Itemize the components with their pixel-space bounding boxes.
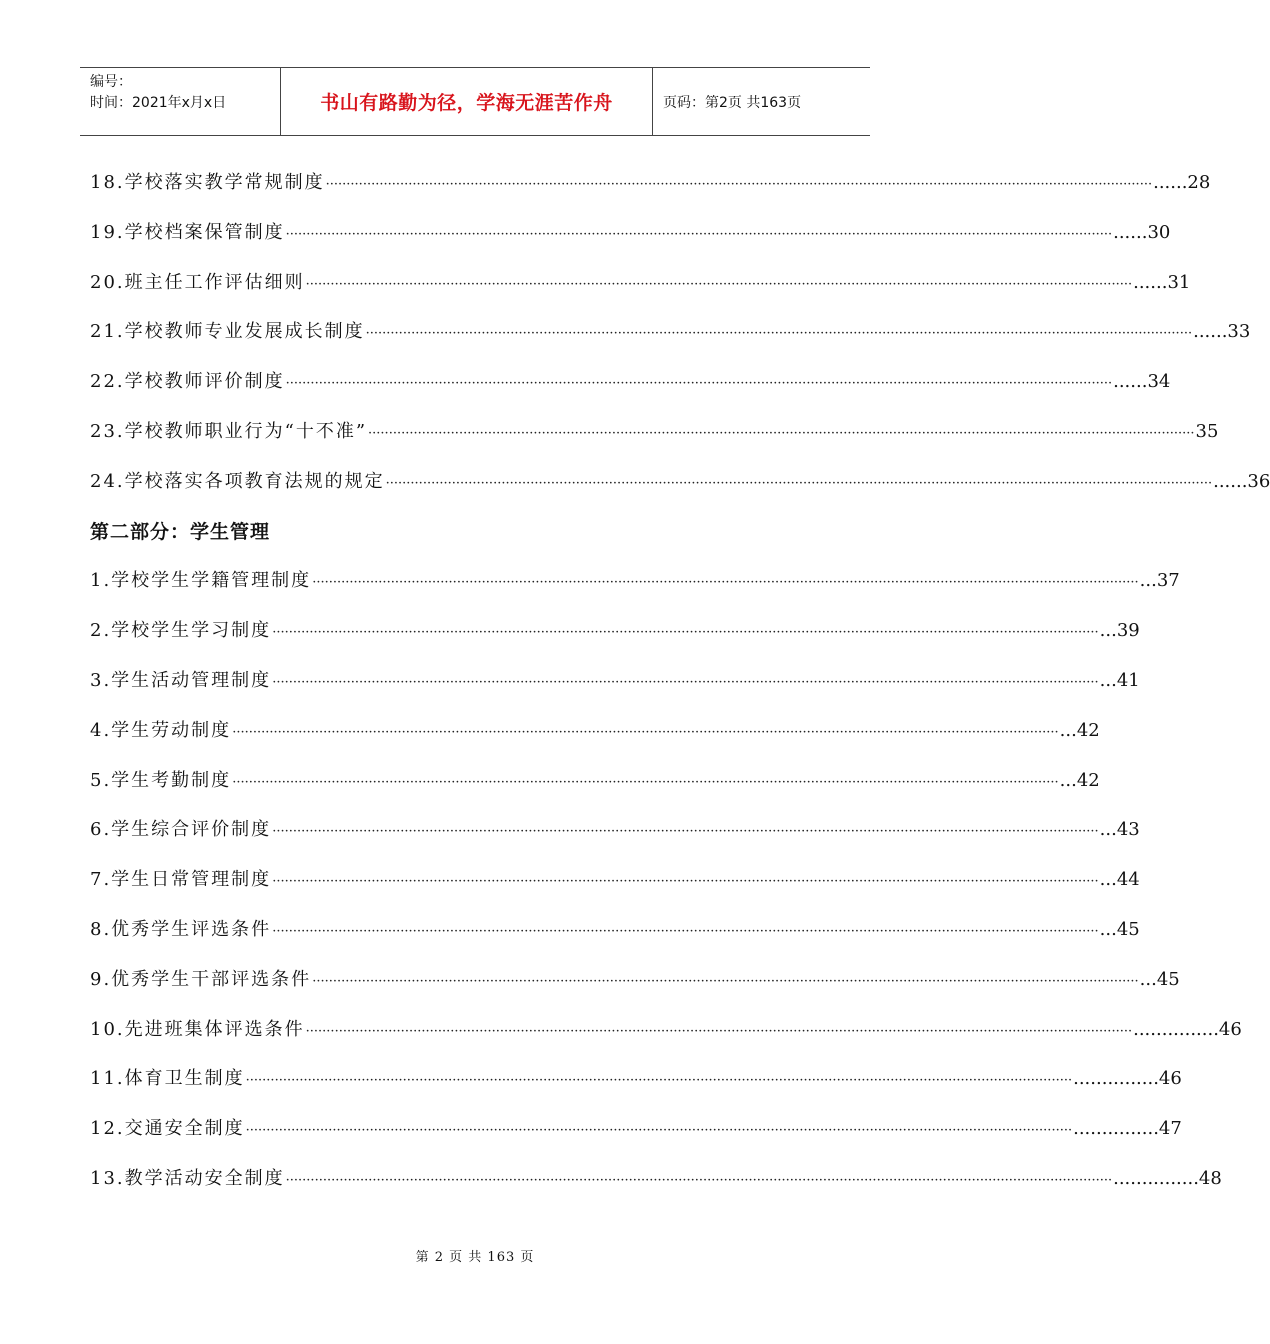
toc-entry[interactable] bbox=[90, 417, 1219, 467]
toc-entry-page: ...42 bbox=[1059, 719, 1100, 741]
toc-entry[interactable] bbox=[90, 566, 1180, 616]
toc-dot-leader: ········································································································································································································ bbox=[325, 177, 1153, 192]
toc-dot-leader: ········································································································································································································ bbox=[272, 824, 1099, 840]
toc-entry-page: ...............47 bbox=[1073, 1118, 1182, 1140]
toc-entry[interactable] bbox=[90, 616, 1140, 666]
toc-entry[interactable] bbox=[90, 965, 1180, 1015]
toc-dot-leader: ········································································································································································································ bbox=[272, 923, 1099, 939]
toc-entry-title: 5.学生考勤制度 bbox=[90, 769, 232, 791]
toc-entry[interactable] bbox=[90, 1015, 1242, 1065]
toc-entry-page: ......31 bbox=[1133, 271, 1191, 293]
toc-entry-page: ...45 bbox=[1099, 918, 1140, 940]
toc-entry[interactable] bbox=[90, 1164, 1222, 1214]
toc-entry-title: 23.学校教师职业行为“十不准” bbox=[90, 420, 368, 442]
toc-dot-leader: ········································································································································································································ bbox=[232, 774, 1059, 790]
document-time-label: 时间：2021年x月x日 bbox=[90, 95, 227, 111]
toc-dot-leader: ········································································································································································································ bbox=[245, 1123, 1073, 1139]
toc-entry-title: 4.学生劳动制度 bbox=[90, 719, 232, 741]
toc-dot-leader: ········································································································································································································ bbox=[285, 1172, 1113, 1188]
section-heading-text: 第二部分：学生管理 bbox=[90, 520, 271, 543]
toc-entry-title: 6.学生综合评价制度 bbox=[90, 819, 272, 841]
toc-dot-leader: ········································································································································································································ bbox=[232, 724, 1059, 740]
toc-entry-title: 21.学校教师专业发展成长制度 bbox=[90, 321, 365, 343]
toc-entry-title: 24.学校落实各项教育法规的规定 bbox=[90, 470, 385, 492]
toc-entry[interactable] bbox=[90, 1064, 1182, 1114]
header-page-info: 页码：第2页 共163页 bbox=[663, 94, 802, 111]
toc-entry-page: ......34 bbox=[1113, 371, 1171, 393]
table-of-contents bbox=[90, 168, 1270, 1214]
toc-entry-page: 35 bbox=[1195, 420, 1219, 442]
toc-entry[interactable] bbox=[90, 1114, 1182, 1164]
toc-dot-leader: ········································································································································································································ bbox=[272, 674, 1099, 690]
toc-entry-title: 18.学校落实教学常规制度 bbox=[90, 172, 325, 193]
toc-entry[interactable] bbox=[90, 268, 1191, 318]
toc-entry-page: ...37 bbox=[1139, 570, 1180, 592]
toc-dot-leader: ········································································································································································································ bbox=[312, 973, 1139, 989]
toc-entry[interactable] bbox=[90, 716, 1100, 766]
toc-entry-title: 13.教学活动安全制度 bbox=[90, 1167, 285, 1189]
toc-entry-title: 11.体育卫生制度 bbox=[90, 1068, 245, 1090]
toc-dot-leader: ········································································································································································································ bbox=[285, 226, 1113, 242]
toc-entry-page: ......33 bbox=[1193, 321, 1251, 343]
toc-dot-leader: ········································································································································································································ bbox=[272, 625, 1099, 641]
toc-entry-title: 2.学校学生学习制度 bbox=[90, 620, 272, 642]
toc-entry-title: 1.学校学生学籍管理制度 bbox=[90, 570, 312, 592]
toc-dot-leader: ········································································································································································································ bbox=[272, 874, 1099, 890]
toc-dot-leader: ········································································································································································································ bbox=[312, 575, 1139, 591]
toc-entry-page: ...43 bbox=[1099, 819, 1140, 841]
section-heading bbox=[90, 517, 860, 567]
toc-entry-page: ...............46 bbox=[1133, 1018, 1242, 1040]
toc-entry-title: 12.交通安全制度 bbox=[90, 1118, 245, 1140]
toc-entry[interactable] bbox=[90, 467, 1270, 517]
toc-entry-page: ......30 bbox=[1113, 221, 1171, 243]
toc-entry-page: ...............48 bbox=[1113, 1167, 1222, 1189]
toc-entry[interactable] bbox=[90, 367, 1171, 417]
toc-entry-page: ...............46 bbox=[1073, 1068, 1182, 1090]
toc-entry-title: 20.班主任工作评估细则 bbox=[90, 271, 305, 293]
toc-entry-title: 3.学生活动管理制度 bbox=[90, 669, 272, 691]
toc-dot-leader: ········································································································································································································ bbox=[365, 326, 1193, 342]
toc-entry[interactable] bbox=[90, 218, 1171, 268]
toc-dot-leader: ········································································································································································································ bbox=[368, 425, 1195, 441]
toc-dot-leader: ········································································································································································································ bbox=[305, 276, 1133, 292]
toc-entry-title: 22.学校教师评价制度 bbox=[90, 371, 285, 393]
toc-entry[interactable] bbox=[90, 815, 1140, 865]
document-header bbox=[80, 67, 870, 136]
toc-entry-title: 8.优秀学生评选条件 bbox=[90, 918, 272, 940]
toc-entry-page: ......36 bbox=[1213, 470, 1270, 492]
toc-dot-leader: ········································································································································································································ bbox=[285, 376, 1113, 392]
toc-entry-page: ...42 bbox=[1059, 769, 1100, 791]
toc-entry[interactable] bbox=[90, 168, 1211, 218]
header-motto: 书山有路勤为径，学海无涯苦作舟 bbox=[281, 68, 653, 135]
toc-entry-title: 19.学校档案保管制度 bbox=[90, 221, 285, 243]
toc-entry-page: ...39 bbox=[1099, 620, 1140, 642]
toc-entry-page: ...41 bbox=[1099, 669, 1140, 691]
toc-entry-title: 9.优秀学生干部评选条件 bbox=[90, 968, 312, 990]
document-number-label: 编号： bbox=[90, 74, 132, 90]
toc-entry[interactable] bbox=[90, 317, 1251, 367]
toc-entry[interactable] bbox=[90, 666, 1140, 716]
toc-entry-page: ...44 bbox=[1099, 869, 1140, 891]
toc-dot-leader: ········································································································································································································ bbox=[245, 1073, 1073, 1089]
toc-entry-title: 10.先进班集体评选条件 bbox=[90, 1018, 305, 1040]
toc-entry[interactable] bbox=[90, 915, 1140, 965]
toc-entry-page: ......28 bbox=[1153, 172, 1211, 193]
page-footer: 第 2 页 共 163 页 bbox=[415, 1250, 535, 1265]
toc-entry[interactable] bbox=[90, 766, 1100, 816]
toc-entry-title: 7.学生日常管理制度 bbox=[90, 869, 272, 891]
toc-dot-leader: ········································································································································································································ bbox=[305, 1023, 1133, 1039]
header-meta-cell bbox=[80, 68, 281, 135]
toc-entry-page: ...45 bbox=[1139, 968, 1180, 990]
toc-dot-leader: ········································································································································································································ bbox=[385, 475, 1213, 491]
toc-entry[interactable] bbox=[90, 865, 1140, 915]
